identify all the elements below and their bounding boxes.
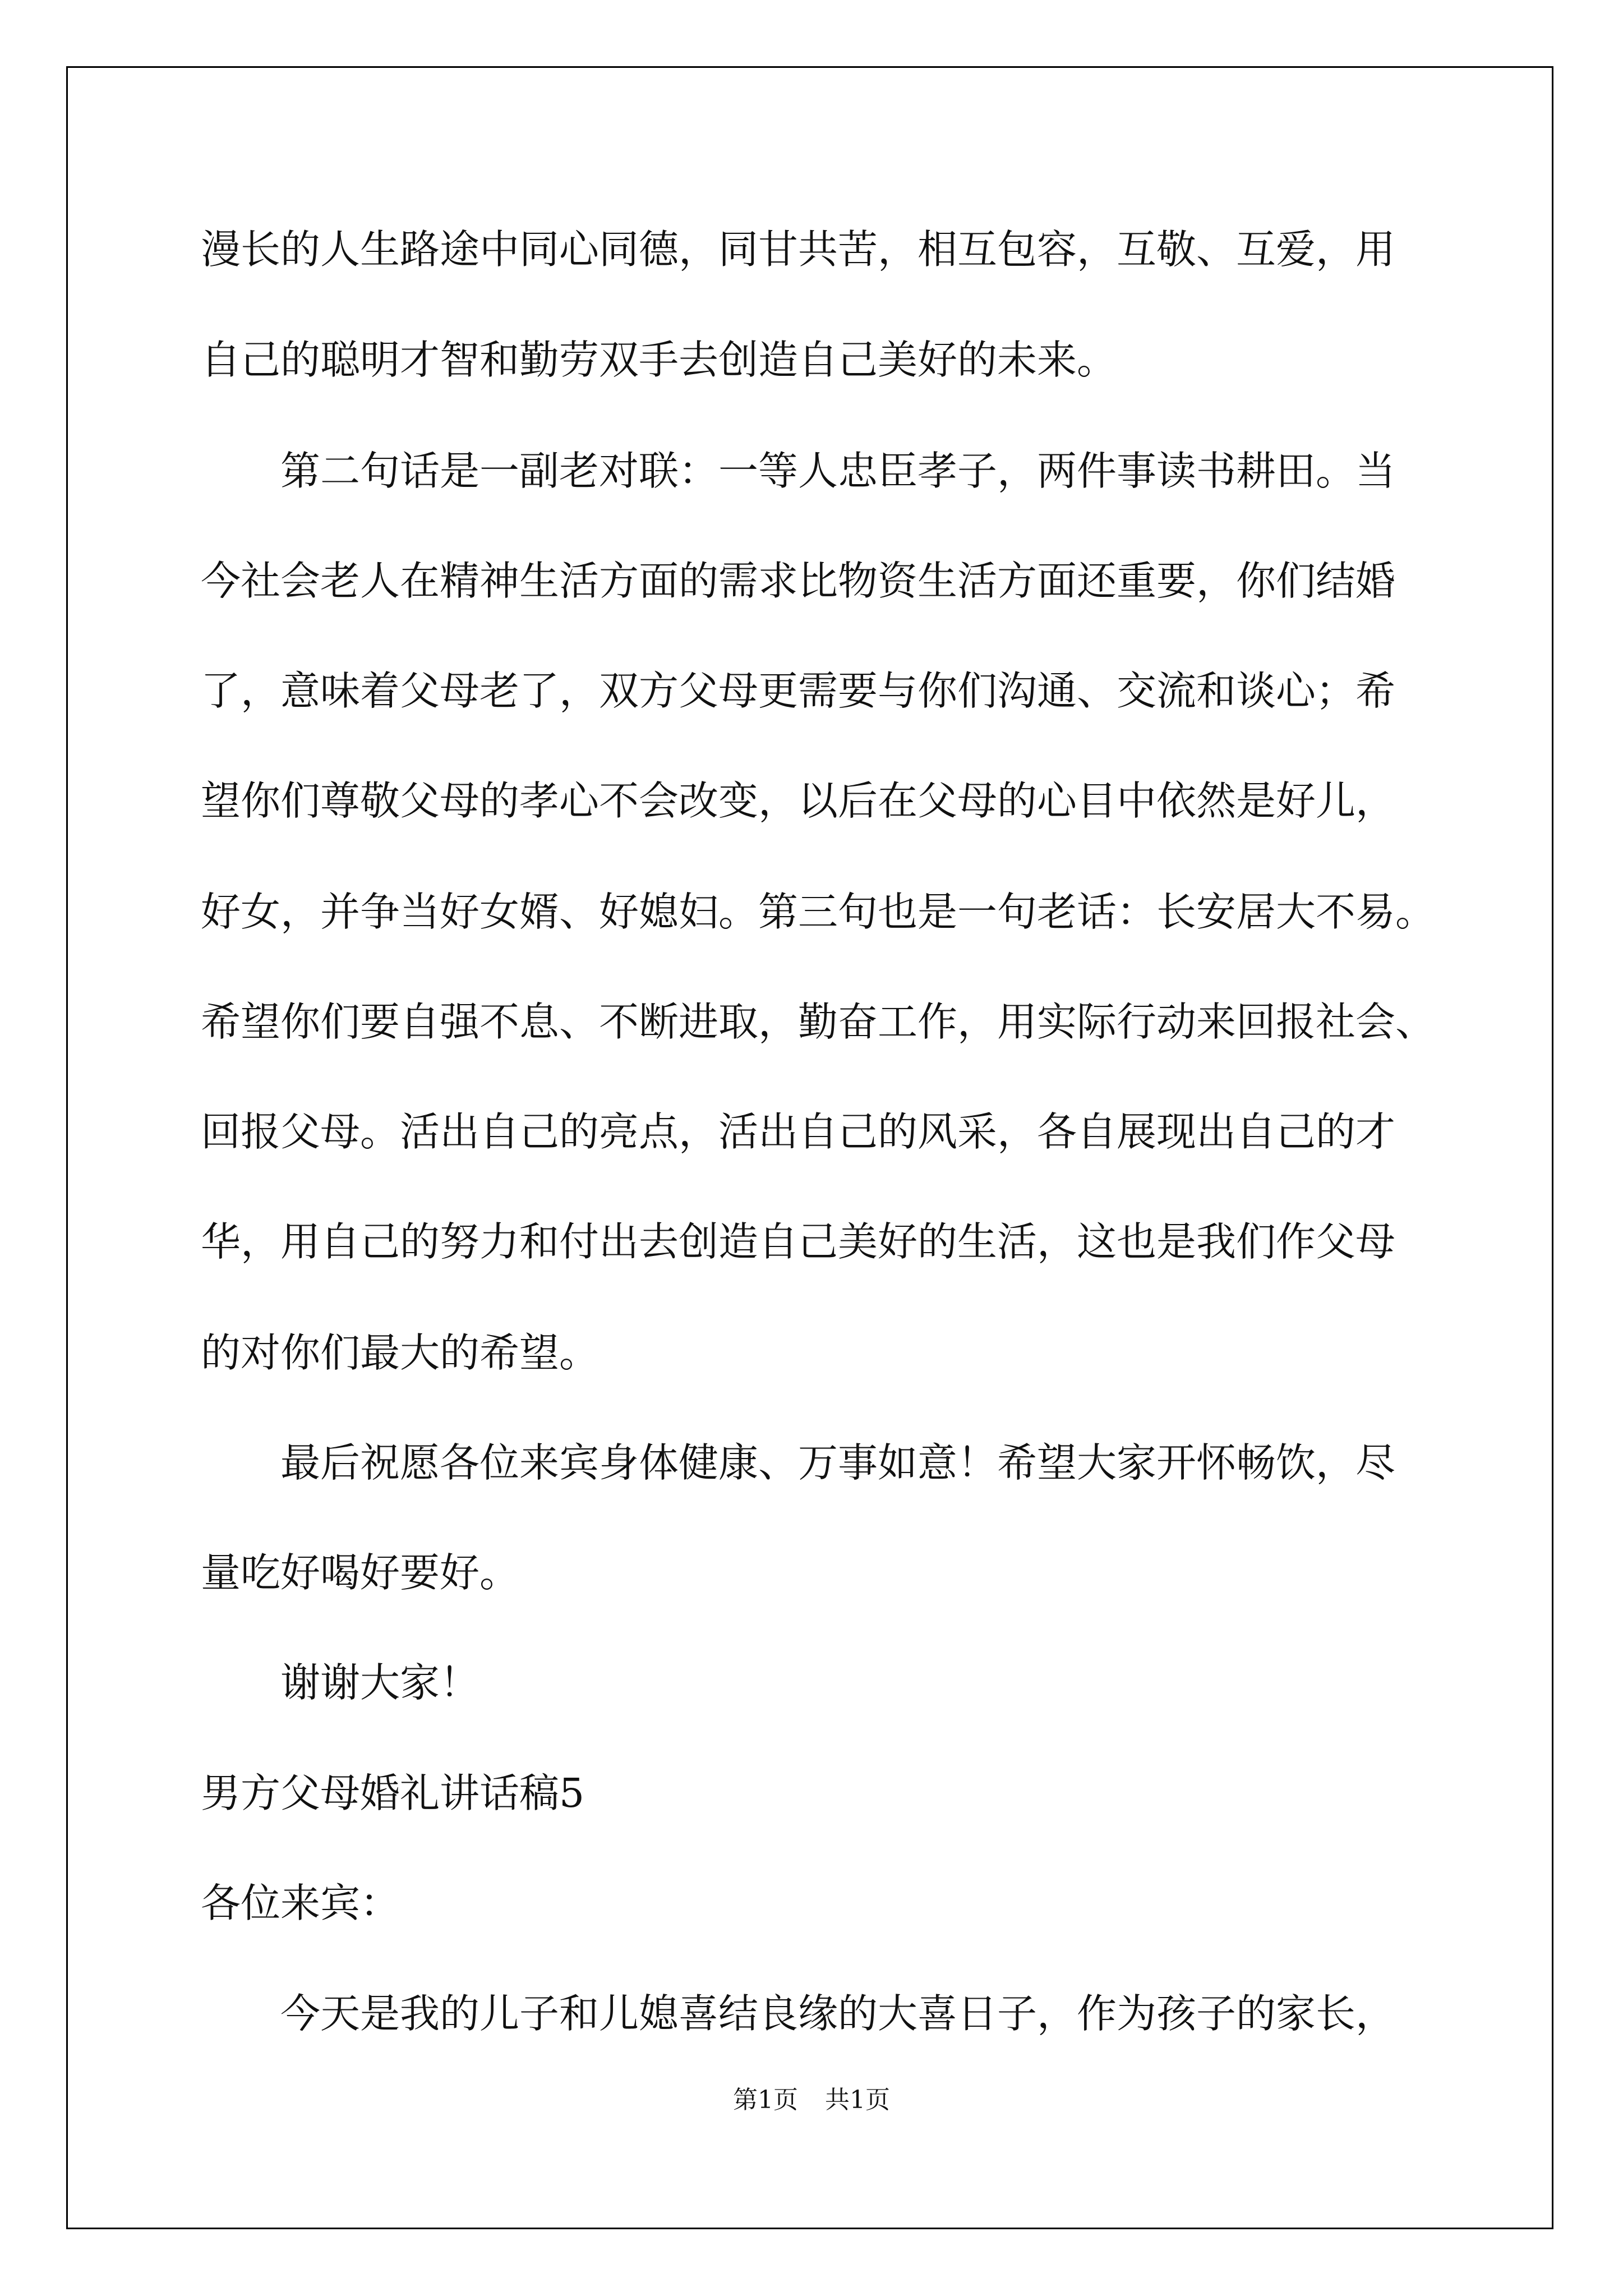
- salutation: 各位来宾：: [201, 1880, 400, 1926]
- body-text-line: 回报父母。活出自己的亮点，活出自己的风采，各自展现出自己的才: [201, 1108, 1396, 1155]
- body-text-line: 今社会老人在精神生活方面的需求比物资生活方面还重要，你们结婚: [201, 558, 1396, 604]
- body-text-line: 好女，并争当好女婿、好媳妇。第三句也是一句老话：长安居大不易。: [201, 889, 1436, 935]
- page-total: 共1页: [825, 2086, 890, 2114]
- body-text-line: 自己的聪明才智和勤劳双手去创造自己美好的未来。: [201, 337, 1117, 383]
- body-text-line: 希望你们要自强不息、不断进取，勤奋工作，用实际行动来回报社会、: [201, 999, 1436, 1045]
- body-text-line: 了，意味着父母老了，双方父母更需要与你们沟通、交流和谈心；希: [201, 668, 1396, 714]
- paragraph-start-line: 最后祝愿各位来宾身体健康、万事如意！希望大家开怀畅饮，尽: [280, 1439, 1396, 1486]
- paragraph-start-line: 第二句话是一副老对联：一等人忠臣孝子，两件事读书耕田。当: [280, 448, 1396, 494]
- page-number: 第1页: [733, 2086, 798, 2114]
- page-footer: [0, 2083, 1623, 2117]
- thanks-line: 谢谢大家！: [280, 1659, 480, 1706]
- body-text-line: 漫长的人生路途中同心同德，同甘共苦，相互包容，互敬、互爱，用: [201, 226, 1396, 273]
- body-text-line: 望你们尊敬父母的孝心不会改变，以后在父母的心目中依然是好儿，: [201, 777, 1396, 824]
- paragraph-start-line: 今天是我的儿子和儿媳喜结良缘的大喜日子，作为孩子的家长，: [280, 1990, 1396, 2037]
- body-text-line: 的对你们最大的希望。: [201, 1329, 600, 1376]
- body-text-line: 华，用自己的努力和付出去创造自己美好的生活，这也是我们作父母: [201, 1218, 1396, 1265]
- body-text-line: 量吃好喝好要好。: [201, 1549, 520, 1596]
- section-heading: 男方父母婚礼讲话稿5: [201, 1770, 585, 1816]
